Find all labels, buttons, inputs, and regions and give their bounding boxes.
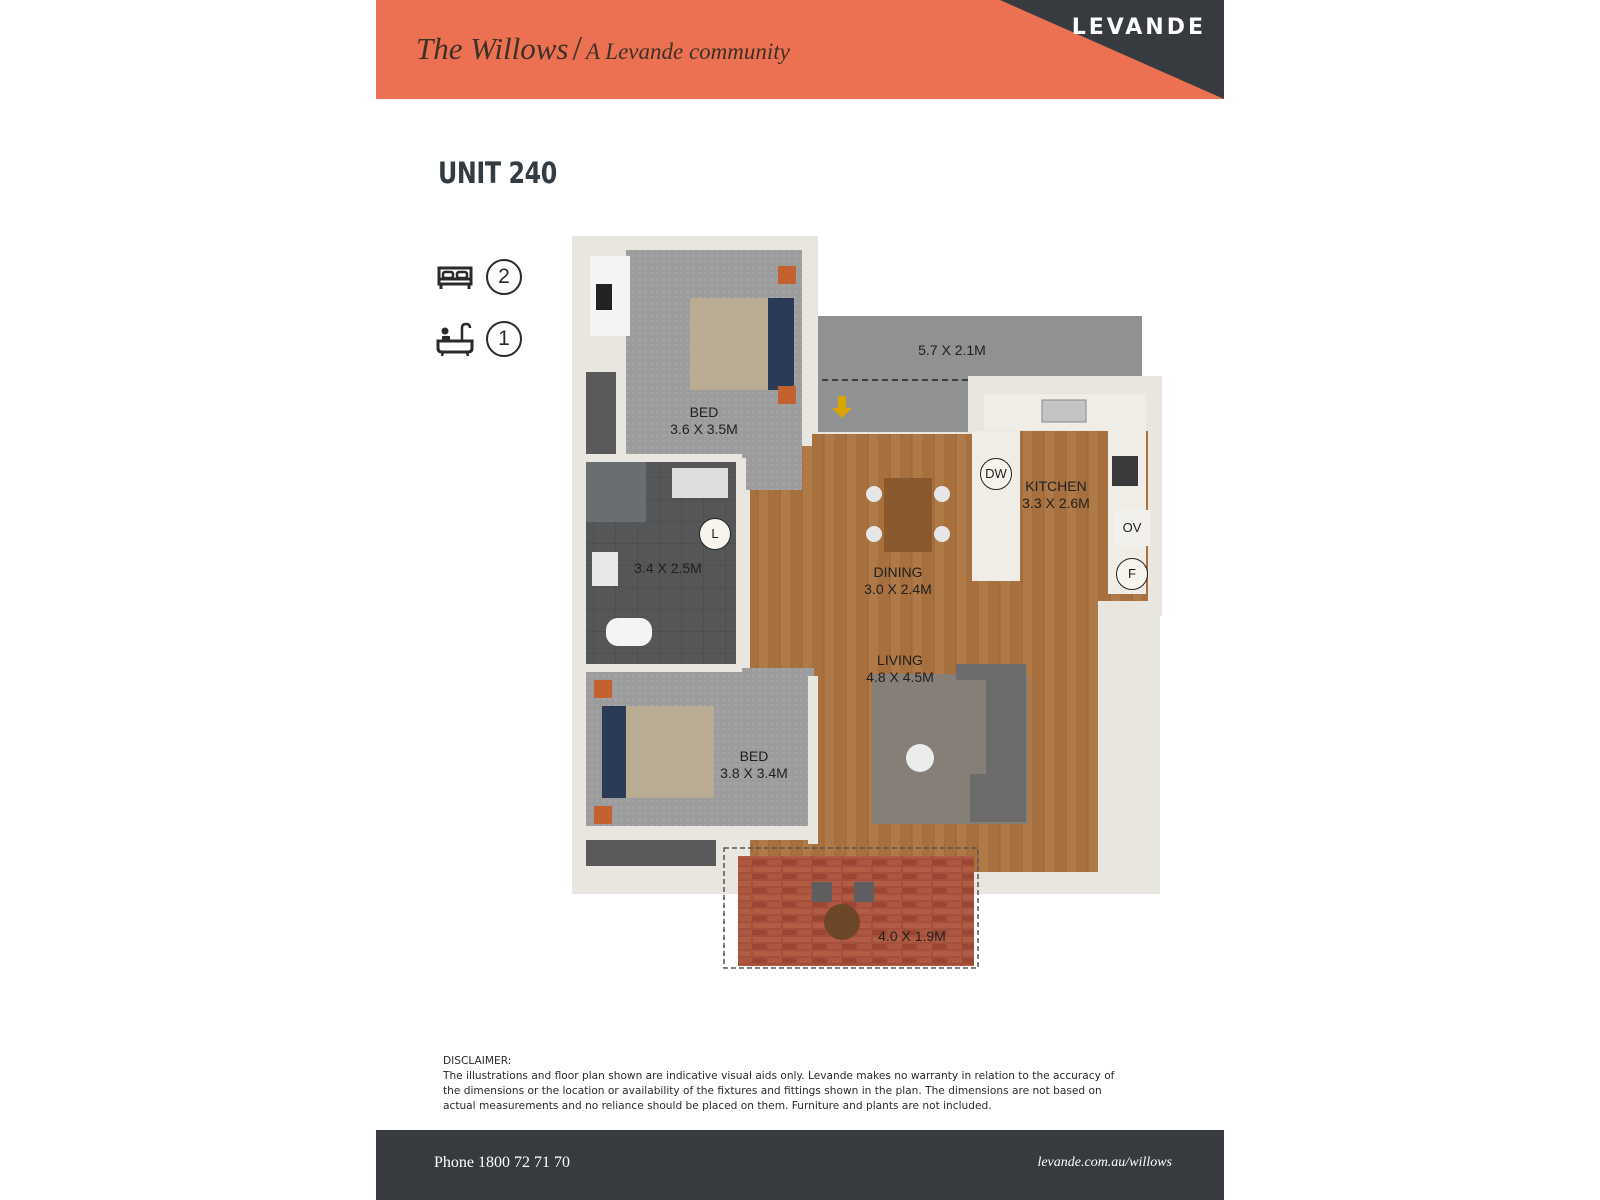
- room-size: 3.8 X 3.4M: [720, 765, 788, 781]
- room-label-terrace: [902, 342, 1002, 359]
- community-subtitle: A Levande community: [585, 39, 790, 64]
- room-size: 3.3 X 2.6M: [1022, 495, 1090, 511]
- room-size: 3.0 X 2.4M: [864, 581, 932, 597]
- room-label-bed-2: [704, 748, 804, 782]
- disclaimer-heading: DISCLAIMER:: [443, 1055, 512, 1067]
- brochure-page: [376, 0, 1224, 1200]
- fridge-marker: F: [1116, 558, 1148, 590]
- bathroom-count-feature: [436, 320, 536, 360]
- website-link[interactable]: levande.com.au/willows: [1037, 1155, 1172, 1170]
- header-banner: [376, 0, 1224, 99]
- room-name: LIVING: [877, 652, 923, 668]
- room-label-bed-1: [654, 404, 754, 438]
- sink: [1042, 400, 1086, 422]
- floor-plan-drawing: [572, 236, 1172, 988]
- room-name: DINING: [873, 564, 923, 580]
- oven-marker: OV: [1114, 510, 1150, 546]
- floor-plan: [572, 236, 1172, 988]
- levande-logo: LEVANDE: [1071, 15, 1206, 40]
- room-label-living: [850, 652, 950, 686]
- bathroom-count: 1: [486, 321, 522, 357]
- room-name: BED: [739, 748, 769, 764]
- room-size: 4.0 X 1.9M: [878, 928, 946, 944]
- cooktop: [1112, 456, 1138, 486]
- room-label-dining: [848, 564, 948, 598]
- room-label-kitchen: [1006, 478, 1106, 512]
- disclaimer-line: the dimensions or the location or availability of the fixtures and fittings shown in the plan. The dimensions are not based on: [443, 1085, 1102, 1097]
- room-label-bathroom: [618, 560, 718, 577]
- room-size: 5.7 X 2.1M: [918, 342, 986, 358]
- bedroom-count: 2: [486, 259, 522, 295]
- room-name: KITCHEN: [1025, 478, 1087, 494]
- room-size: 4.8 X 4.5M: [866, 669, 934, 685]
- title-separator: /: [572, 30, 582, 67]
- dining-table: [884, 478, 932, 552]
- room-label-balcony: [862, 928, 962, 945]
- bath-icon: [436, 320, 474, 358]
- bed-icon: [436, 258, 474, 296]
- room-size: 3.4 X 2.5M: [634, 560, 702, 576]
- bedroom-count-feature: [436, 258, 536, 298]
- room-size: 3.6 X 3.5M: [670, 421, 738, 437]
- disclaimer-line: The illustrations and floor plan shown are indicative visual aids only. Levande makes no warranty in relation to the accuracy of: [443, 1070, 1115, 1082]
- laundry-marker: L: [699, 518, 731, 550]
- footer-bar: [376, 1130, 1224, 1200]
- community-name: The Willows: [416, 31, 569, 66]
- unit-title: UNIT 240: [438, 156, 557, 190]
- room-name: BED: [689, 404, 719, 420]
- disclaimer-line: actual measurements and no reliance should be placed on them. Furniture and plants are not included.: [443, 1100, 992, 1112]
- phone-number: Phone 1800 72 71 70: [434, 1154, 570, 1171]
- community-title: [416, 30, 790, 68]
- dishwasher-marker: DW: [980, 458, 1012, 490]
- disclaimer: [443, 1054, 1123, 1114]
